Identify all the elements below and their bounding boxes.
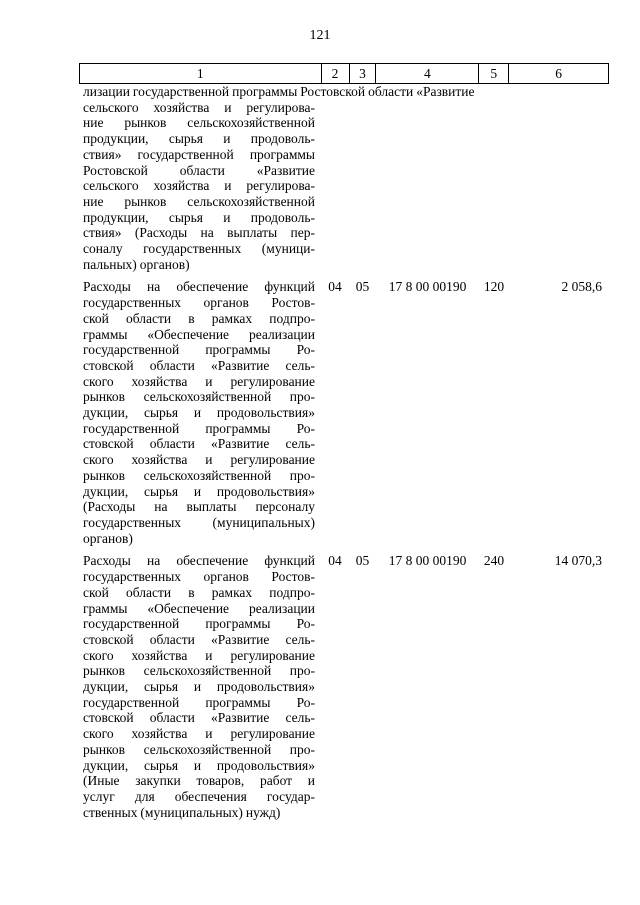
description-line: граммы «Обеспечение реализации <box>83 600 315 616</box>
description-line: дукции, сырья и продовольствия» <box>83 679 315 695</box>
description-line: стовской области «Развитие сель- <box>83 436 315 452</box>
description-line: продукции, сырья и продоволь- <box>83 209 315 225</box>
description-line: рынков сельскохозяйственной про- <box>83 467 315 483</box>
description-line: государственных органов Ростов- <box>83 295 315 311</box>
description-line: ствия» государственной программы <box>83 146 315 162</box>
column-header-5: 5 <box>479 64 509 83</box>
description-line: органов) <box>83 530 133 546</box>
cell-target-article: 17 8 00 00190 <box>388 279 467 295</box>
description-line: государственной программы Ро- <box>83 420 315 436</box>
description-line: дукции, сырья и продовольствия» <box>83 757 315 773</box>
description-line: ского хозяйства и регулирование <box>83 647 315 663</box>
row-description <box>79 84 475 272</box>
description-line: ского хозяйства и регулирование <box>83 726 315 742</box>
description-line: государственной программы Ро- <box>83 694 315 710</box>
column-header-6: 6 <box>509 64 609 83</box>
description-line: стовской области «Развитие сель- <box>83 631 315 647</box>
description-line: государственных (муниципальных) <box>83 514 315 530</box>
description-line: Расходы на обеспечение функций <box>83 553 315 569</box>
cell-expense-type: 240 <box>483 553 505 569</box>
description-line: граммы «Обеспечение реализации <box>83 326 315 342</box>
description-line: стовской области «Развитие сель- <box>83 710 315 726</box>
cell-section: 04 <box>328 279 342 295</box>
cell-section: 04 <box>328 553 342 569</box>
table-body <box>79 84 609 820</box>
description-line: пальных) органов) <box>83 256 190 272</box>
column-header-2: 2 <box>322 64 350 83</box>
description-line: продукции, сырья и продоволь- <box>83 131 315 147</box>
table-row <box>79 553 609 820</box>
description-line: ствия» (Расходы на выплаты пер- <box>83 225 315 241</box>
row-description <box>79 553 321 820</box>
description-line: ской области в рамках подпро- <box>83 310 315 326</box>
cell-target-article: 17 8 00 00190 <box>388 553 467 569</box>
description-line: Расходы на обеспечение функций <box>83 279 315 295</box>
description-line: (Иные закупки товаров, работ и <box>83 773 315 789</box>
cell-amount: 2 058,6 <box>561 279 602 295</box>
description-line: дукции, сырья и продовольствия» <box>83 483 315 499</box>
description-line: рынков сельскохозяйственной про- <box>83 663 315 679</box>
cell-subsection: 05 <box>355 553 370 569</box>
page-number: 121 <box>309 28 331 43</box>
description-line: государственной программы Ро- <box>83 342 315 358</box>
description-line: услуг для обеспечения государ- <box>83 788 315 804</box>
cell-amount: 14 070,3 <box>554 553 602 569</box>
description-line: ской области в рамках подпро- <box>83 584 315 600</box>
column-header-1: 1 <box>80 64 322 83</box>
description-line: соналу государственных (муници- <box>83 241 315 257</box>
description-line: стовской области «Развитие сель- <box>83 357 315 373</box>
description-line: ственных (муниципальных) нужд) <box>83 804 281 820</box>
description-line: рынков сельскохозяйственной про- <box>83 741 315 757</box>
description-line: рынков сельскохозяйственной про- <box>83 389 315 405</box>
table-row <box>79 279 609 546</box>
table-header <box>79 63 609 84</box>
description-line: ского хозяйства и регулирование <box>83 452 315 468</box>
description-line: Ростовской области «Развитие <box>83 162 315 178</box>
description-line: лизации государственной программы Ростовской области «Развитие <box>83 84 475 99</box>
description-line: государственных органов Ростов- <box>83 569 315 585</box>
column-header-4: 4 <box>376 64 479 83</box>
description-line: дукции, сырья и продовольствия» <box>83 405 315 421</box>
row-description <box>79 279 321 546</box>
description-line: ского хозяйства и регулирование <box>83 373 315 389</box>
column-header-3: 3 <box>350 64 377 83</box>
description-line: ние рынков сельскохозяйственной <box>83 193 315 209</box>
description-line: ние рынков сельскохозяйственной <box>83 115 315 131</box>
cell-expense-type: 120 <box>483 279 505 295</box>
description-line: (Расходы на выплаты персоналу <box>83 499 315 515</box>
table-row <box>79 84 609 272</box>
cell-subsection: 05 <box>355 279 370 295</box>
description-line: сельского хозяйства и регулирова- <box>83 178 315 194</box>
description-line: государственной программы Ро- <box>83 616 315 632</box>
description-line: сельского хозяйства и регулирова- <box>83 99 315 115</box>
